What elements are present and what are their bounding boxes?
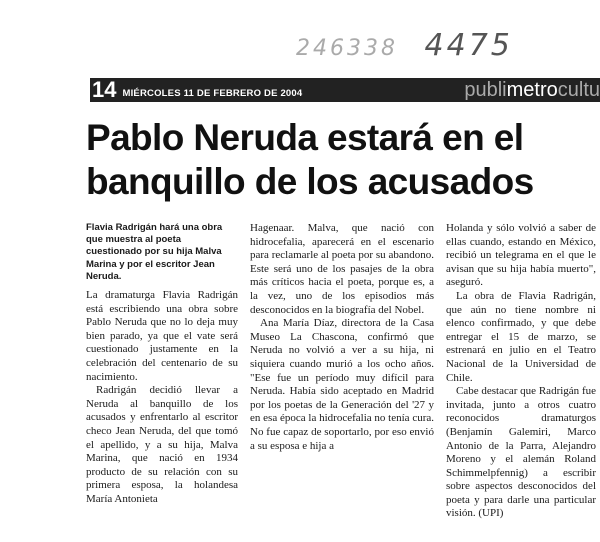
section-suffix: cultu [557,78,600,101]
article-column-1 [86,289,238,507]
paragraph: Cabe destacar que Radrigán fue invitada, junto a otros cuatro reconocidos dramaturgos (Benjamín Galemiri, Marco Antonio de la Parra, Alejandro Moreno y el alemán Roland Schimmelpfennig) a escribir sobre aspectos desconocidos del poeta y para darle una particular visión. (UPI) [446,385,596,520]
article-lead: Flavia Radrigán hará una obra que muestra al poeta cuestionado por su hija Malva Marina y por el escritor Jean Neruda. [86,222,223,282]
section-main: metro [506,78,558,101]
section-name [464,79,600,102]
section-prefix: publi [464,78,507,101]
page-number: 14 [92,77,117,102]
handwritten-number: 4475 [424,28,513,63]
article-column-2 [250,222,434,453]
dateline: MIÉRCOLES 11 DE FEBRERO DE 2004 [122,87,303,99]
paragraph: La obra de Flavia Radrigán, que aún no tiene nombre ni elenco confirmado, y que debe entregar el 15 de marzo, se estrenará en julio en el Teatro Nacional de la Universidad de Chile. [446,289,596,384]
paragraph: La dramaturga Flavia Radrigán está escribiendo una obra sobre Pablo Neruda que no lo deja muy bien parado, ya que el vate será cuestionado justamente en la celebración del centenario de su nacimiento. [86,289,238,383]
article-column-3 [446,222,596,521]
handwritten-archive-note [296,28,513,63]
paragraph: Ana María Díaz, directora de la Casa Museo La Chascona, confirmó que Neruda no volvió a ver a su hija, ni siquiera cuando murió a los ocho años. "Ese fue un período muy difícil para Neruda. Había sido aceptado en Madrid por los poetas de la Generación del '27 y en esa época la hidrocefalia no tenía cura. No fue capaz de soportarlo, por eso envió a su esposa e hija a [250,317,434,452]
article-headline: Pablo Neruda estará en el banquillo de los acusados [86,117,534,202]
handwritten-faint-number: 246338 [296,36,398,61]
paragraph: Holanda y sólo volvió a saber de ellas cuando, estando en México, recibió un telegrama en el que le avisan que su hija había muerto", aseguró. [446,222,596,289]
paragraph: Radrigán decidió llevar a Neruda al banquillo de los acusados y enfrentarlo al escritor checo Jean Neruda, del que tomó el apellido, y a su hija, Malva Marina, que nació en 1934 producto de su relación con su primera esposa, la holandesa María Antonieta [86,384,238,505]
page-header-bar [90,78,600,102]
paragraph: Hagenaar. Malva, que nació con hidrocefalia, aparecerá en el escenario para reclamarle al poeta por su abandono. Este será uno de los pasajes de la obra más críticos hacia el poeta, porque es, a la vez, uno de los episodios más desconocidos en la biografía del Nobel. [250,222,434,316]
